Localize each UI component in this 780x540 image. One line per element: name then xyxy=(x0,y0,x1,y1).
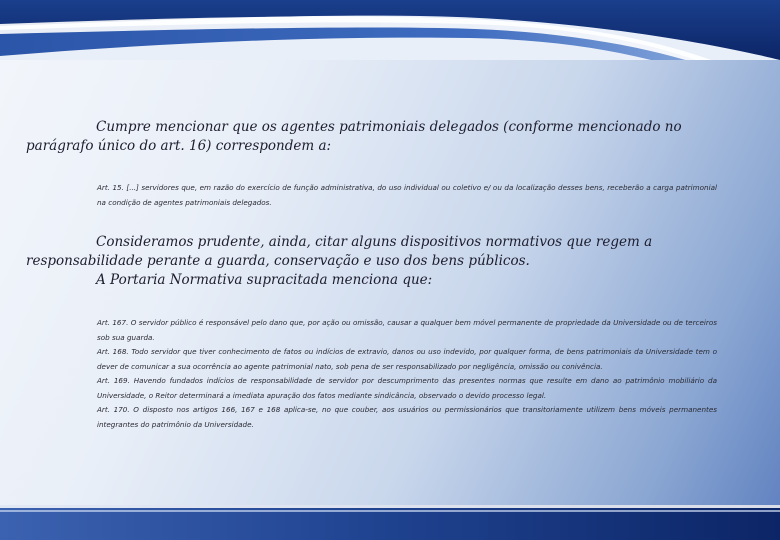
second-paragraph-text: Consideramos prudente, ainda, citar alguns dispositivos normativos que regem a responsabilidade perante a guarda, conservação e uso dos bens públicos. xyxy=(26,234,653,269)
quote-art-168: Art. 168. Todo servidor que tiver conhecimento de fatos ou indícios de extravio, danos ou uso indevido, por qualquer forma, de bens patrimoniais da Universidade tem o dever de comunicar a sua ocorrência ao agente patrimonial nato, sob pena de ser responsabilizado por negligência, omissão ou conivência. xyxy=(97,347,717,371)
quote-arts-167-170 xyxy=(97,316,717,432)
quote-art-15-text: Art. 15. [...] servidores que, em razão do exercício de função administrativa, do uso individual ou coletivo e/ ou da localização desses bens, receberão a carga patrimonial na condição de agentes patrimoniais delegados. xyxy=(97,183,717,207)
quote-art-170: Art. 170. O disposto nos artigos 166, 167 e 168 aplica-se, no que couber, aos usuários ou permissionários que transitoriamente utilizem bens móveis permanentes integrantes do patrimônio da Universidade. xyxy=(97,405,717,429)
quote-art-169: Art. 169. Havendo fundados indícios de responsabilidade de servidor por descumprimento das presentes normas que resulte em dano ao patrimônio mobiliário da Universidade, o Reitor determinará a imediata apuração dos fatos mediante sindicância, observado o devido processo legal. xyxy=(97,376,717,400)
portaria-intro-text: A Portaria Normativa supracitada menciona que: xyxy=(96,272,433,288)
intro-paragraph xyxy=(26,118,734,156)
quote-art-15 xyxy=(97,181,717,210)
second-paragraph xyxy=(26,233,734,290)
quote-art-167: Art. 167. O servidor público é responsável pelo dano que, por ação ou omissão, causar a qualquer bem móvel permanente de propriedade da Universidade ou de terceiros sob sua guarda. xyxy=(97,318,717,342)
intro-paragraph-text: Cumpre mencionar que os agentes patrimoniais delegados (conforme mencionado no parágrafo único do art. 16) correspondem a: xyxy=(26,119,682,154)
